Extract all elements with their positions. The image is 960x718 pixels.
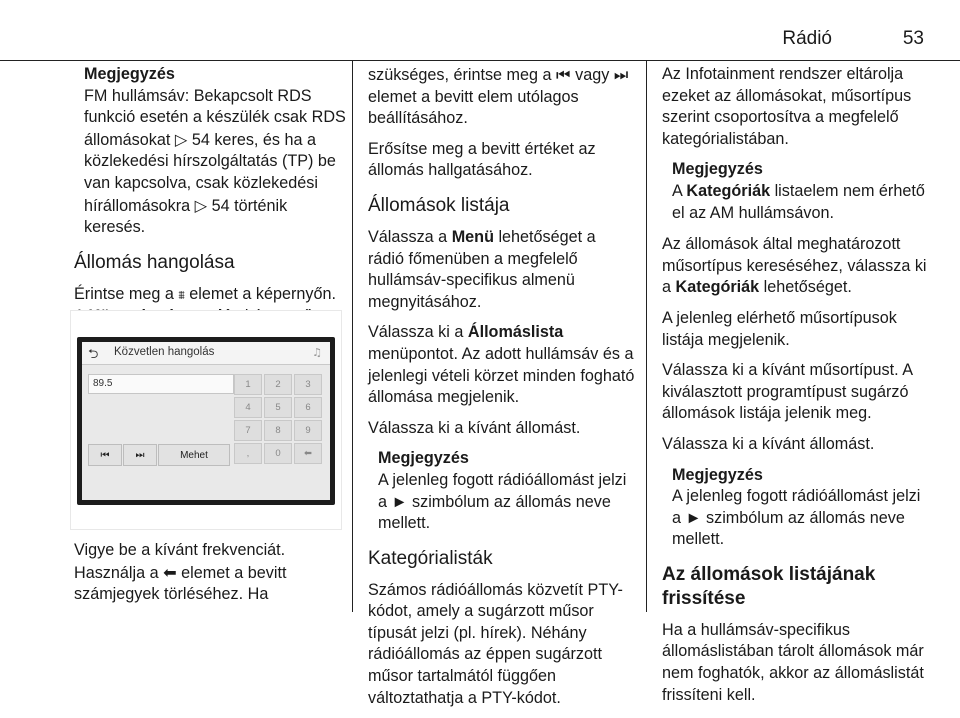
note-block: Megjegyzés A jelenleg fogott rádióállomást jelzi a ► szimbólum az állomás neve mellett. — [368, 448, 636, 534]
display-frame — [77, 337, 335, 505]
column-divider — [352, 60, 353, 612]
keypad-key[interactable]: 1 — [234, 374, 262, 395]
screen-title: Közvetlen hangolás — [114, 346, 215, 358]
keypad-key[interactable]: 0 — [264, 443, 292, 464]
paragraph: A jelenleg elérhető műsortípusok listája megjelenik. — [662, 308, 897, 349]
keypad-key[interactable]: , — [234, 443, 262, 464]
page-ref-icon: ▷ — [174, 129, 188, 149]
music-note-icon: ♫ — [312, 346, 322, 359]
tune-icon: ⩩ — [178, 287, 185, 302]
backspace-key[interactable]: ⬅ — [294, 443, 322, 464]
paragraph: Ha a hullámsáv-specifikus állomáslistában tárolt állomások már nem foghatók, akkor az állomáslistát frissíteni kell. — [662, 620, 924, 704]
direct-tuning-screenshot — [70, 310, 342, 530]
section-heading: Állomás hangolása — [74, 251, 235, 273]
keypad-key[interactable]: 4 — [234, 397, 262, 418]
paragraph: Válassza ki a kívánt állomást. — [368, 418, 581, 437]
keypad-key[interactable]: 8 — [264, 420, 292, 441]
note-title: Megjegyzés — [84, 65, 175, 83]
paragraph: Válassza ki a kívánt állomást. — [662, 434, 875, 453]
numeric-keypad — [234, 374, 324, 466]
frequency-field[interactable]: 89.5 — [88, 374, 234, 394]
section-heading: Az állomások listájának frissítése — [662, 563, 876, 609]
paragraph: Válassza ki a kívánt műsortípust. A kiválasztott programtípust sugárzó állomások listája jelenik meg. — [662, 361, 913, 423]
paragraph: Válassza ki a Állomáslista menüpontot. Az adott hullámsáv és a jelenlegi vételi körzet minden fogható állomása megjelenik. — [368, 323, 635, 407]
paragraph: Az állomások által meghatározott műsortípus kereséséhez, válassza ki a Kategóriák lehetőséget. — [662, 235, 927, 297]
note-block: Megjegyzés A Kategóriák listaelem nem érhető el az AM hullámsávon. — [662, 159, 932, 224]
skip-forward-button[interactable]: ⏭ — [123, 444, 157, 466]
skip-back-icon: ⏮ — [556, 65, 571, 84]
keypad-key[interactable]: 2 — [264, 374, 292, 395]
backspace-icon: ⬅ — [163, 562, 177, 582]
keypad-key[interactable]: 5 — [264, 397, 292, 418]
keypad-key[interactable]: 7 — [234, 420, 262, 441]
section-title: Rádió — [782, 28, 832, 49]
paragraph: Érintse meg a ⩩ elemet a képernyőn. — [74, 284, 336, 303]
back-icon[interactable]: ⮌ — [88, 347, 99, 362]
paragraph: Válassza a Menü lehetőséget a rádió főmenüben a megfelelő hullámsáv-specifikus almenü megnyitásához. — [368, 227, 596, 311]
paragraph: Erősítse meg a bevitt értéket az állomás hallgatásához. — [368, 139, 596, 180]
paragraph: szükséges, érintse meg a ⏮ vagy ⏭ elemet a bevitt elem utólagos beállításához. — [368, 65, 629, 128]
column-3 — [662, 64, 932, 715]
note-title: Megjegyzés — [378, 449, 469, 468]
note-title: Megjegyzés — [672, 160, 763, 179]
keypad-key[interactable]: 6 — [294, 397, 322, 418]
paragraph: Számos rádióállomás közvetít PTY-kódot, amely a sugárzott műsor típusát jelzi (pl. hírek). Néhány rádióállomás az éppen sugárzott műsor tartalmától függően változtathatja a PTY-kódot. — [368, 580, 623, 707]
keypad-key[interactable]: 9 — [294, 420, 322, 441]
note-block: Megjegyzés A jelenleg fogott rádióállomást jelzi a ► szimbólum az állomás neve mellett. — [662, 465, 932, 551]
display-screen — [82, 342, 330, 500]
column-2 — [368, 64, 636, 718]
keypad-key[interactable]: 3 — [294, 374, 322, 395]
section-heading: Kategórialisták — [368, 547, 493, 569]
page-number: 53 — [902, 28, 924, 49]
section-heading: Állomások listája — [368, 194, 510, 216]
note-block: Megjegyzés FM hullámsáv: Bekapcsolt RDS funkció esetén a készülék csak RDS állomásokat ▷ 54 keres, és ha a közlekedési hírszolgáltatás (TP) be van kapcsolva, csak közlekedési hírállomásokra ▷ 54 történik keresés. — [84, 65, 346, 237]
page-ref-icon: ▷ — [194, 195, 208, 215]
paragraph: Vigye be a kívánt frekvenciát. Használja a ⬅ elemet a bevitt számjegyek törléséhez. Ha — [74, 541, 287, 604]
page-header — [0, 0, 960, 61]
column-1-bottom — [74, 540, 346, 615]
skip-forward-icon: ⏭ — [613, 65, 629, 84]
skip-back-button[interactable]: ⏮ — [88, 444, 122, 466]
go-button[interactable]: Mehet — [158, 444, 230, 466]
note-title: Megjegyzés — [672, 465, 763, 484]
paragraph: Az Infotainment rendszer eltárolja ezeket az állomásokat, műsortípus szerint csoportosítva a megfelelő kategórialistában. — [662, 65, 912, 148]
column-divider — [646, 60, 647, 612]
screen-titlebar — [82, 342, 330, 365]
